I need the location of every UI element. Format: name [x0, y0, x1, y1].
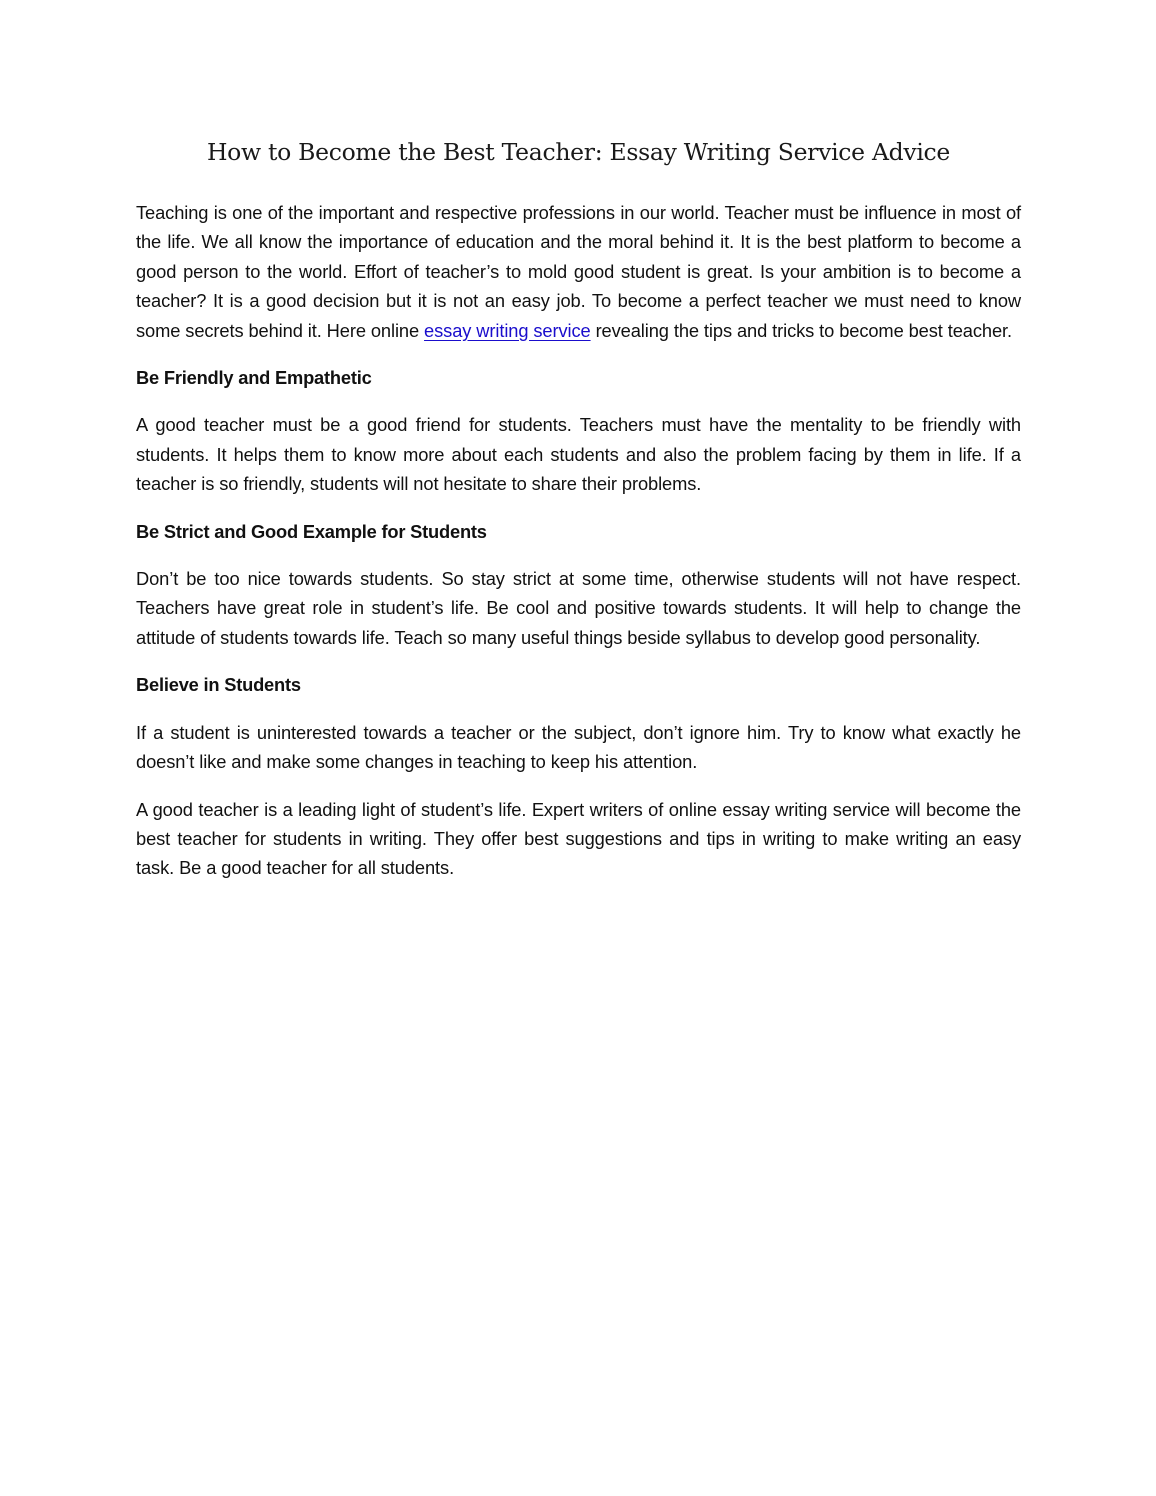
document-title: How to Become the Best Teacher: Essay Writing Service Advice [206, 138, 951, 166]
document-page [136, 128, 1021, 901]
intro-paragraph [136, 198, 1021, 345]
section-heading-friendly: Be Friendly and Empathetic [136, 367, 372, 389]
section-heading-strict: Be Strict and Good Example for Students [136, 520, 487, 542]
intro-text-after-link: revealing the tips and tricks to become best teacher. [590, 319, 1012, 341]
section-heading-believe: Believe in Students [136, 674, 301, 696]
essay-writing-service-link[interactable]: essay writing service [424, 319, 591, 341]
section-body-friendly: A good teacher must be a good friend for students. Teachers must have the mentality to be friendly with students. It helps them to know more about each students and also the problem facing by them in life. If a teacher is so friendly, students will not hesitate to share their problems. [136, 414, 1021, 495]
section-body-believe: If a student is uninterested towards a teacher or the subject, don’t ignore him. Try to know what exactly he doesn’t like and make some changes in teaching to keep his attention. [136, 721, 1021, 773]
conclusion-paragraph: A good teacher is a leading light of student’s life. Expert writers of online essay writing service will become the best teacher for students in writing. They offer best suggestions and tips in writing to make writing an easy task. Be a good teacher for all students. [136, 798, 1021, 879]
intro-text-before-link: Teaching is one of the important and respective professions in our world. Teacher must be influence in most of the life. We all know the importance of education and the moral behind it. It is the best platform to become a good person to the world. Effort of teacher’s to mold good student is great. Is your ambition is to become a teacher? It is a good decision but it is not an easy job. To become a perfect teacher we must need to know some secrets behind it. Here online [136, 202, 1021, 341]
section-body-strict: Don’t be too nice towards students. So stay strict at some time, otherwise students will not have respect. Teachers have great role in student’s life. Be cool and positive towards students. It will help to change the attitude of students towards life. Teach so many useful things beside syllabus to develop good personality. [136, 568, 1021, 648]
